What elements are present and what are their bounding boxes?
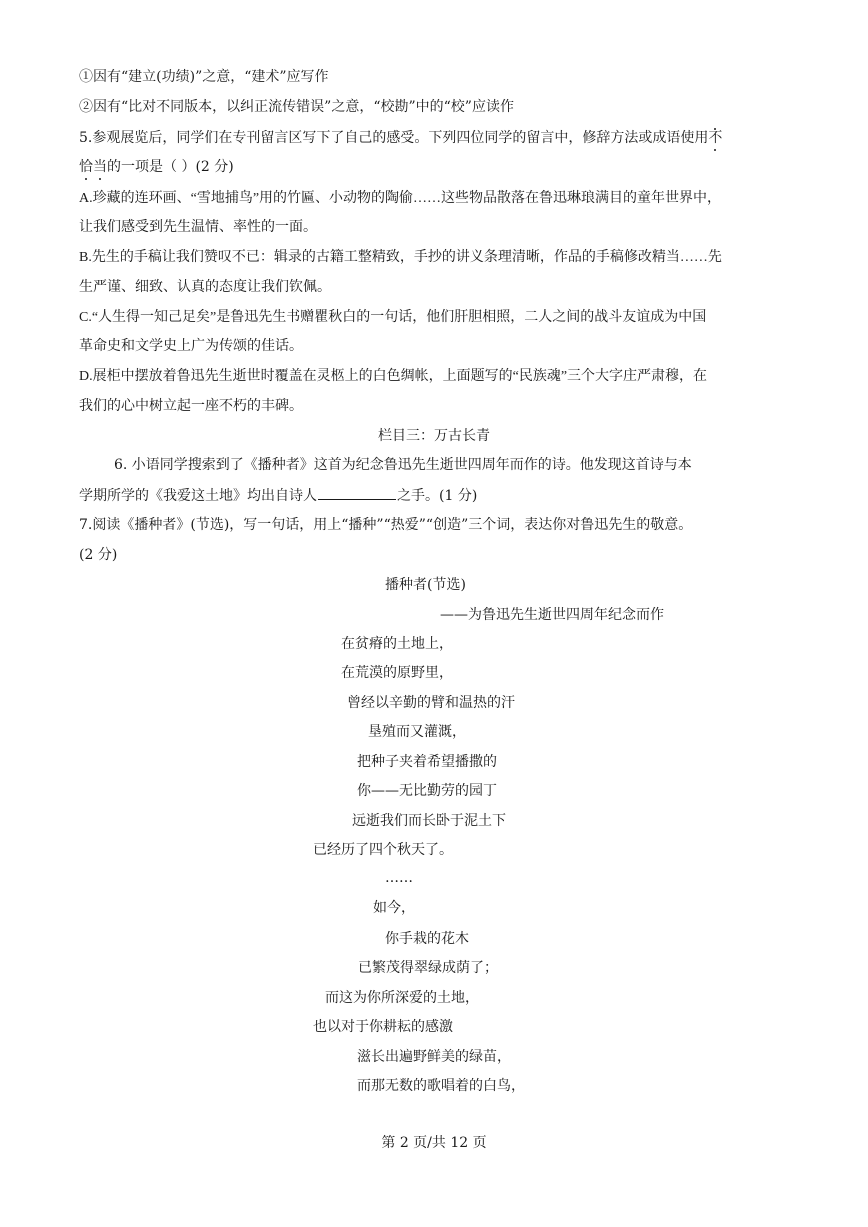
option-c-line-1: C.“人生得一知己足矣”是鲁迅先生书赠瞿秋白的一句话，他们肝胆相照，二人之间的战斗友谊成为中国 (79, 310, 707, 325)
poem-line: 远逝我们而长卧于泥土下 (352, 813, 506, 829)
question-6-line-2: 学期所学的《我爱这土地》均出自诗人 之手。(1 分) (79, 485, 477, 506)
poem-line: 把种子夹着希望播撒的 (357, 754, 497, 770)
question-6-line-1: 6. 小语同学搜索到了《播种者》这首为纪念鲁迅先生逝世四周年而作的诗。他发现这首诗与本 (114, 457, 692, 473)
poem-ellipsis: …… (385, 870, 413, 886)
option-a-line-2: 让我们感受到先生温情、率性的一面。 (79, 220, 317, 235)
answer-blank[interactable] (318, 485, 396, 500)
question-7-line-1: 7.阅读《播种者》(节选)，写一句话，用上“播种”“热爱”“创造”三个词，表达你对鲁迅先生的敬意。 (79, 517, 693, 533)
poem-line: 在荒漠的原野里， (341, 665, 453, 681)
question-5-stem-cont: 恰当的一项是（ ）(2 分) (79, 159, 234, 175)
poem-line: 而那无数的歌唱着的白鸟， (357, 1078, 525, 1094)
poem-line: 也以对于你耕耘的感激 (313, 1019, 453, 1035)
option-a-line-1: A.珍藏的连环画、“雪地捕鸟”用的竹匾、小动物的陶偷……这些物品散落在鲁迅琳琅满目的童年世界中， (79, 191, 722, 206)
poem-line: 已经历了四个秋天了。 (313, 842, 453, 858)
option-b-line-1: B.先生的手稿让我们赞叹不已：辑录的古籍工整精致，手抄的讲义条理清晰，作品的手稿修改精当……先 (79, 250, 722, 265)
page-footer: 第 2 页/共 12 页 (381, 1135, 487, 1151)
option-d-line-2: 我们的心中树立起一座不朽的丰碑。 (79, 399, 303, 414)
poem-line: 如今， (373, 900, 415, 916)
answer-line-2: ②因有“比对不同版本，以纠正流传错误”之意，“校勘”中的“校”应读作 (79, 99, 514, 115)
poem-line: 已繁茂得翠绿成荫了； (358, 960, 498, 976)
poem-line: 你手栽的花木 (385, 931, 469, 947)
option-d-line-1: D.展柜中摆放着鲁迅先生逝世时覆盖在灵柩上的白色绸帐，上面题写的“民族魂”三个大字庄严肃穆，在 (79, 369, 708, 384)
poem-line: 在贫瘠的土地上， (341, 636, 453, 652)
question-5-stem: 5.参观展览后，同学们在专刊留言区写下了自己的感受。下列四位同学的留言中，修辞方法或成语使用不 (79, 130, 723, 146)
poem-line: 滋长出遍野鲜美的绿苗， (357, 1049, 511, 1065)
poem-line: 你——无比勤劳的园丁 (357, 783, 497, 799)
option-b-line-2: 生严谨、细致、认真的态度让我们钦佩。 (79, 280, 331, 295)
poem-subtitle: ——为鲁迅先生逝世四周年纪念而作 (440, 607, 664, 623)
question-7-line-2: (2 分) (79, 547, 118, 563)
poem-line: 垦殖而又灌溉， (368, 724, 466, 740)
poem-line: 曾经以辛勤的臂和温热的汗 (347, 695, 515, 711)
section-heading: 栏目三：万古长青 (378, 428, 490, 444)
poem-line: 而这为你所深爱的土地， (325, 990, 479, 1006)
answer-line-1: ①因有“建立(功绩)”之意，“建术”应写作 (79, 69, 329, 85)
option-c-line-2: 革命史和文学史上广为传颂的佳话。 (79, 339, 303, 354)
poem-title: 播种者(节选) (385, 577, 466, 593)
